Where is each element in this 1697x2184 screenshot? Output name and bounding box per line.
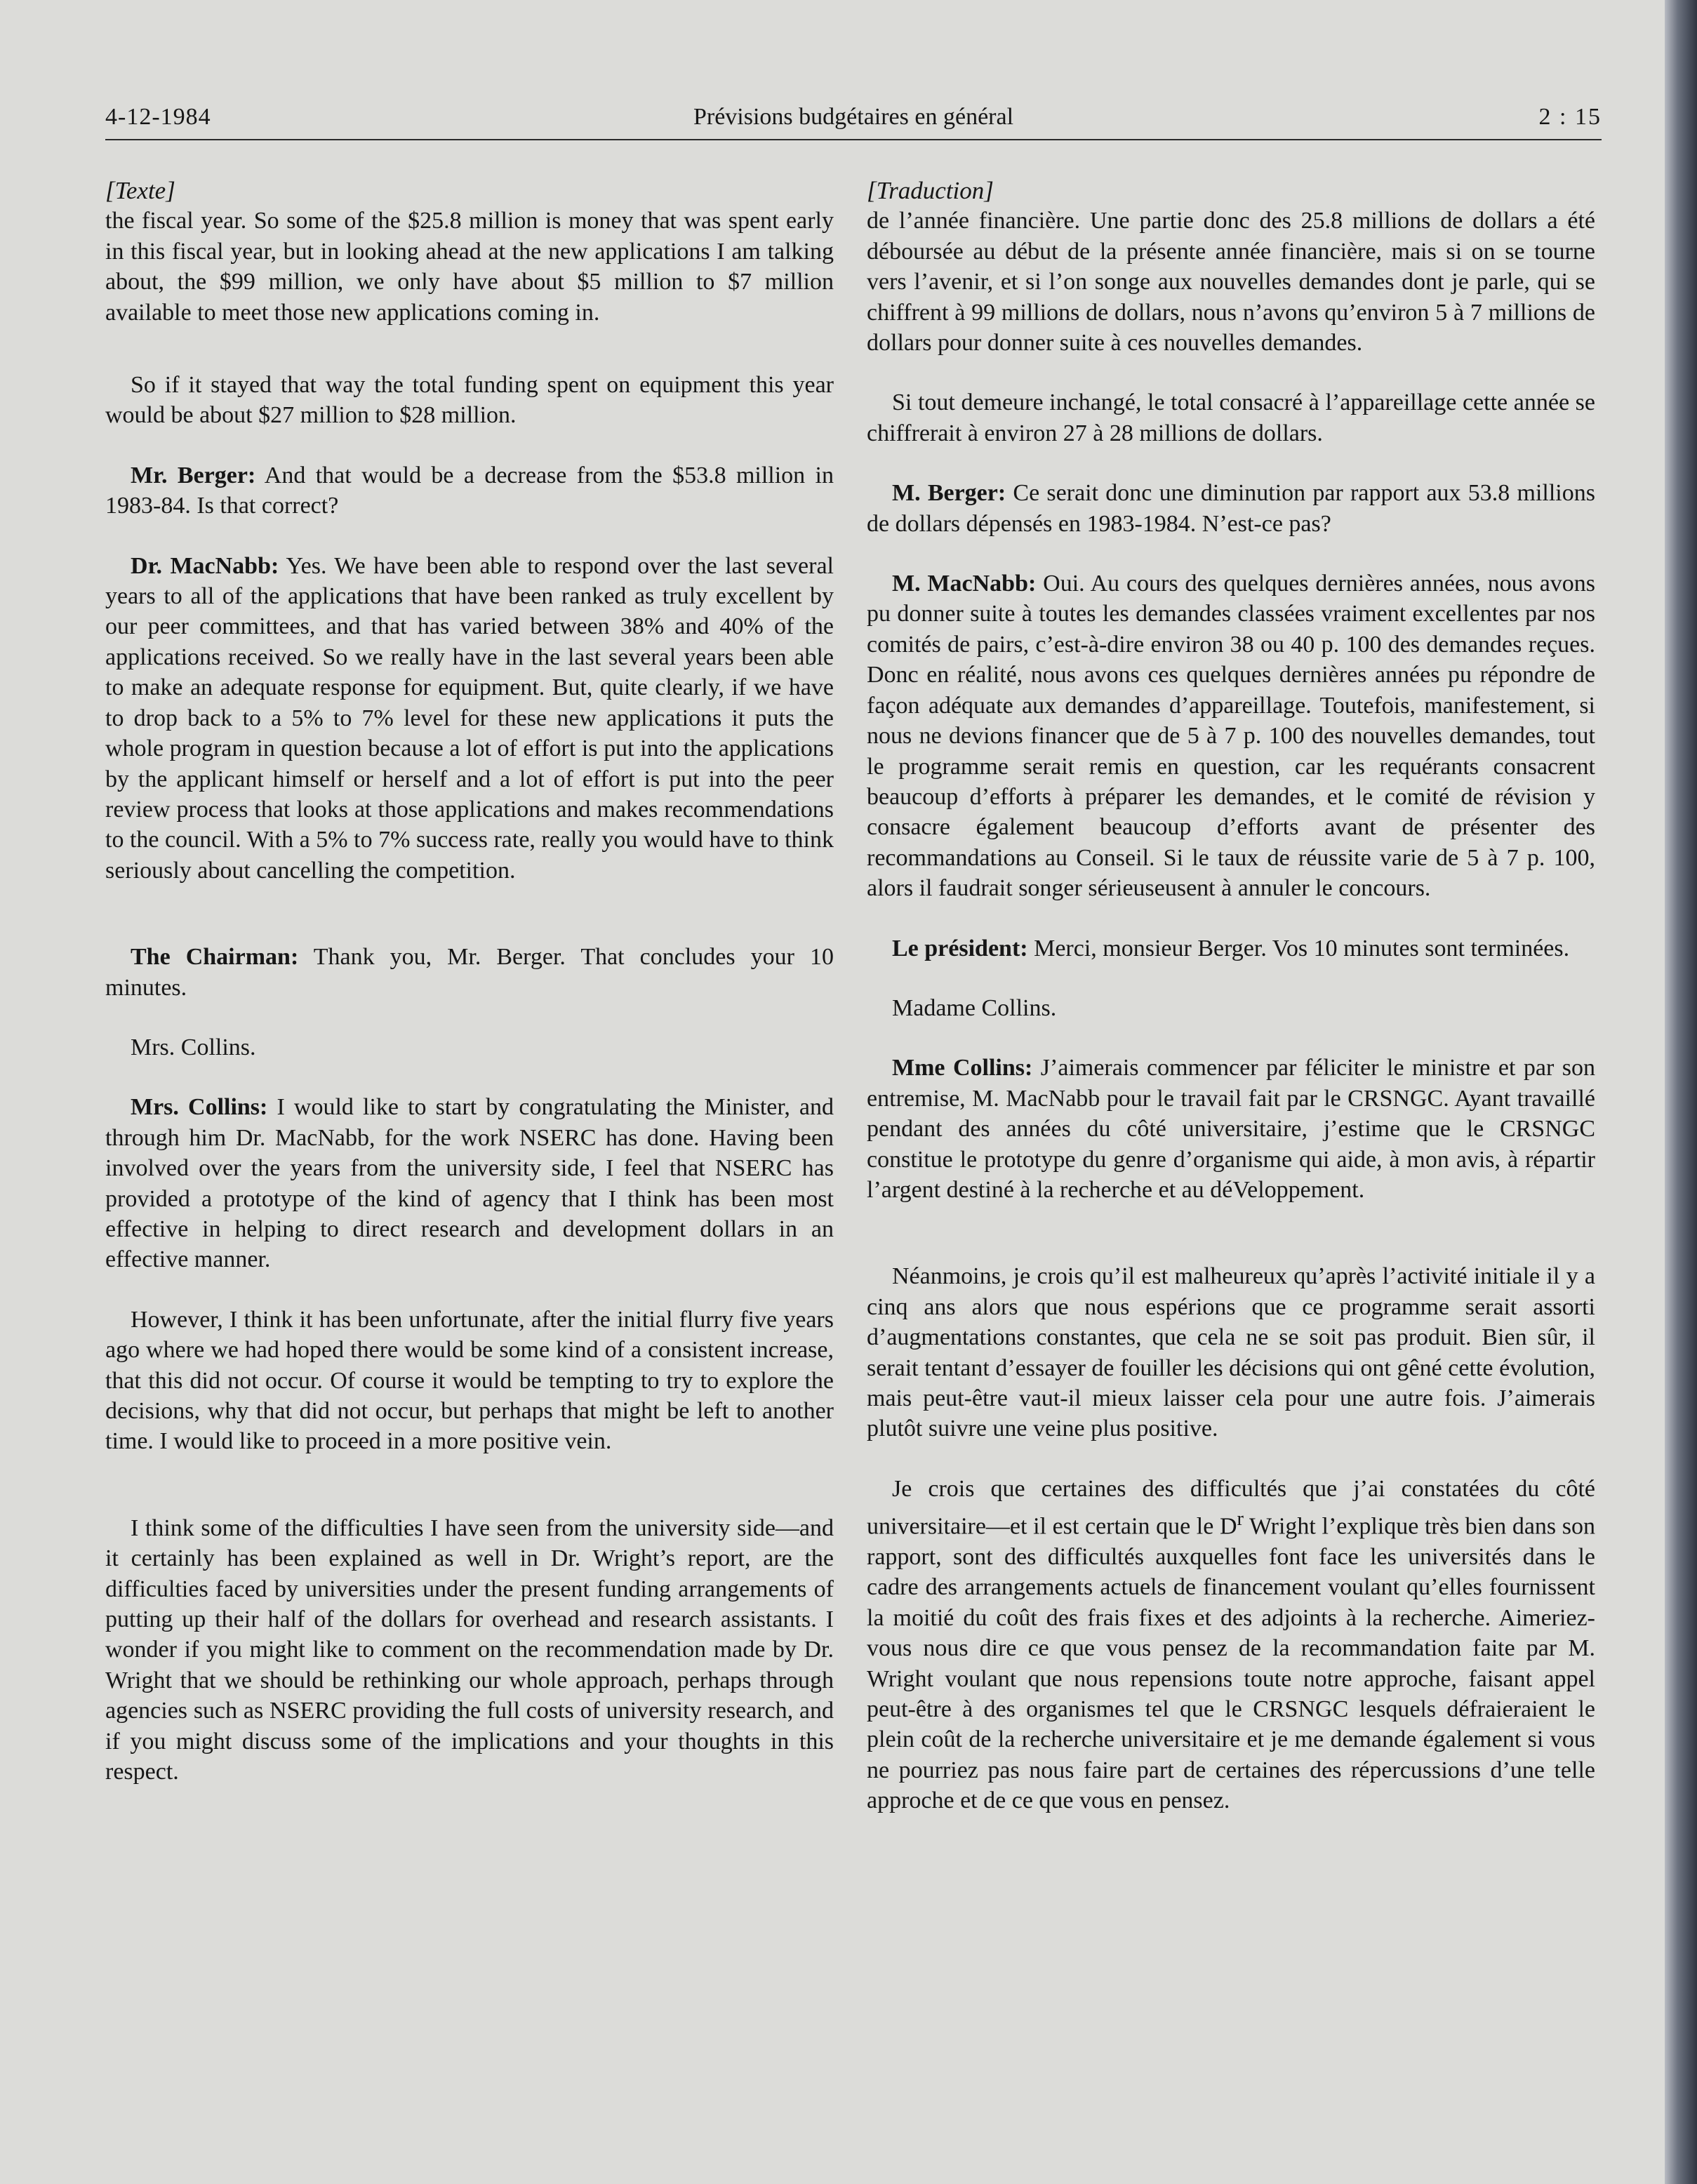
speech-text: J’aimerais commencer par féliciter le ministre et par son entremise, M. MacNabb pour le travail fait par le CRSNGC. Ayant travaillé pendant des années du côté universitaire, j’estime que le CRSNGC constitue le prototype du genre d’organisme qui aide, à mon avis, à répartir l’argent destiné à la recherche et au déVeloppement.	[867, 1055, 1596, 1203]
superscript: r	[1237, 1508, 1244, 1531]
paragraph: Néanmoins, je crois qu’il est malheureux qu’après l’activité initiale il y a cinq ans alors que nous espérions que ce programme serait assorti d’augmentations constantes, que cela ne se soit pas produit. Bien sûr, il serait tentant d’essayer de fouiller les décisions qui ont gêné cette évolution, mais peut-être vaut-il mieux laisser cela pour une autre fois. J’aimerais plutôt suivre une veine plus positive.	[867, 1263, 1595, 1442]
speaker-name: M. Berger:	[892, 480, 1006, 507]
column-label-text: Texte	[114, 177, 166, 204]
speech-text: And that would be a decrease from the $53.8 million in 1983-84. Is that correct?	[105, 462, 834, 519]
speech-text: Je crois que certaines des difficultés que j’ai constatées du côté universitaire—et il est certain que le D	[867, 1475, 1595, 1540]
running-header	[105, 104, 1602, 138]
speaker-name: M. MacNabb:	[892, 571, 1037, 597]
header-title: Prévisions budgétaires en général	[693, 104, 1014, 130]
column-label-text: Traduction	[876, 177, 985, 204]
paragraph: the fiscal year. So some of the $25.8 million is money that was spent early in this fiscal year, but in looking ahead at the new applications I am talking about, the $99 million, we only have about $5 million to $7 million available to meet those new applications coming in.	[105, 208, 834, 326]
paragraph	[867, 1474, 1595, 1816]
binding-edge	[1665, 0, 1697, 2184]
speech-text: Yes. We have been able to respond over the last several years to all of the applications that have been ranked as truly excellent by our peer committees, and that has varied between 38% and 40% of the applications received. So we really have in the last several years been able to make an adequate response for equipment. But, quite clearly, if we have to drop back to a 5% to 7% level for these new applications it puts the whole program in question because a lot of effort is put into the applications by the applicant himself or herself and a lot of effort is put into the peer review process that looks at those applications and makes recommendations to the council. With a 5% to 7% success rate, really you would have to think seriously about cancelling the competition.	[105, 552, 834, 884]
speech-text: Wright l’explique très bien dans son rapport, sont des difficultés auxquelles font face les universités dans le cadre des arrangements actuels de financement voulant qu’elles fournissent la moitié du coût des frais fixes et des adjoints à la recherche. Aimeriez-vous nous dire ce que vous pensez de la recommandation faite par M. Wright voulant que nous repensions toute notre approche, faisant appel peut-être à des organismes tel que le CRSNGC lesquels défraieraient le plein coût de la recherche universitaire et je me demande également si vous ne pourriez pas nous faire part de certaines des répercussions d’une telle approche et de ce que vous en pensez.	[867, 1513, 1595, 1814]
french-column	[867, 175, 1595, 1816]
speaker-name: Mme Collins:	[892, 1055, 1033, 1081]
paragraph: I think some of the difficulties I have seen from the university side—and it certainly has been explained as well in Dr. Wright’s report, are the difficulties faced by universities under the present funding arrangements of putting up their half of the dollars for overhead and research assistants. I wonder if you might like to comment on the recommendation made by Dr. Wright that we should be rethinking our whole approach, perhaps through agencies such as NSERC providing the full costs of university research, and if you might discuss some of the implications and your thoughts in this respect.	[105, 1514, 834, 1785]
paragraph	[867, 568, 1595, 903]
paragraph: Madame Collins.	[892, 994, 1057, 1021]
paragraph: de l’année financière. Une partie donc des 25.8 millions de dollars a été déboursée au début de la présente année financière, mais si on se tourne vers l’avenir, et si l’on songe aux nouvelles demandes dont je parle, qui se chiffrent à 99 millions de dollars, nous n’avons qu’environ 5 à 7 millions de dollars pour donner suite à ces nouvelles demandes.	[867, 208, 1595, 357]
paragraph	[105, 460, 834, 521]
speech-text: Ce serait donc une diminution par rapport aux 53.8 millions de dollars dépensés en 1983-1984. N’est-ce pas?	[867, 480, 1595, 537]
paragraph	[867, 1053, 1595, 1205]
speaker-name: Le président:	[892, 935, 1028, 961]
column-label: [Traduction]	[867, 177, 994, 204]
paragraph	[867, 478, 1595, 539]
paragraph	[105, 551, 834, 886]
speaker-name: The Chairman:	[131, 944, 299, 971]
paragraph: So if it stayed that way the total funding spent on equipment this year would be about $27 million to $28 million.	[105, 372, 834, 429]
speaker-name: Dr. MacNabb:	[131, 552, 279, 579]
speaker-name: Mrs. Collins:	[131, 1094, 268, 1121]
speech-text: Oui. Au cours des quelques dernières années, nous avons pu donner suite à toutes les demandes classées vraiment excellentes par nos comités de pairs, c’est-à-dire environ 38 ou 40 p. 100 des demandes reçues. Donc en réalité, nous avons ces quelques dernières années pu répondre de façon adéquate aux demandes d’appareillage. Toutefois, manifestement, si nous ne devions financer que de 5 à 7 p. 100 des nouvelles demandes, tout le programme serait remis en question, car les requérants consacrent beaucoup d’efforts à préparer les demandes, et le comité de révision y consacre également beaucoup d’efforts avant de présenter des recommandations au Conseil. Si le taux de réussite varie de 5 à 7 p. 100, alors il faudrait songer sérieuseusent à annuler le concours.	[867, 571, 1596, 902]
paragraph	[105, 1092, 834, 1274]
paragraph: Si tout demeure inchangé, le total consacré à l’appareillage cette année se chiffrerait à environ 27 à 28 millions de dollars.	[867, 389, 1595, 446]
speech-text: Merci, monsieur Berger. Vos 10 minutes sont terminées.	[1034, 935, 1570, 961]
paragraph	[105, 942, 834, 1003]
column-label: [Texte]	[105, 177, 175, 204]
paragraph: However, I think it has been unfortunate, after the initial flurry five years ago where we had hoped there would be some kind of a consistent increase, that this did not occur. Of course it would be tempting to try to explore the decisions, why that did not occur, but perhaps that might be left to another time. I would like to proceed in a more positive vein.	[105, 1306, 834, 1455]
english-column	[105, 175, 834, 1787]
speech-text: Thank you, Mr. Berger. That concludes your 10 minutes.	[105, 944, 834, 1001]
header-date: 4-12-1984	[105, 104, 211, 130]
paragraph	[867, 933, 1595, 964]
paragraph: Mrs. Collins.	[131, 1034, 256, 1060]
speech-text: I would like to start by congratulating the Minister, and through him Dr. MacNabb, for the work NSERC has done. Having been involved over the years from the university side, I feel that NSERC has provided a prototype of the kind of agency that I think has been most effective in helping to direct research and development dollars in an effective manner.	[105, 1094, 834, 1273]
speaker-name: Mr. Berger:	[131, 462, 256, 488]
header-rule	[105, 139, 1602, 140]
header-page-number: 2 : 15	[1538, 104, 1602, 130]
